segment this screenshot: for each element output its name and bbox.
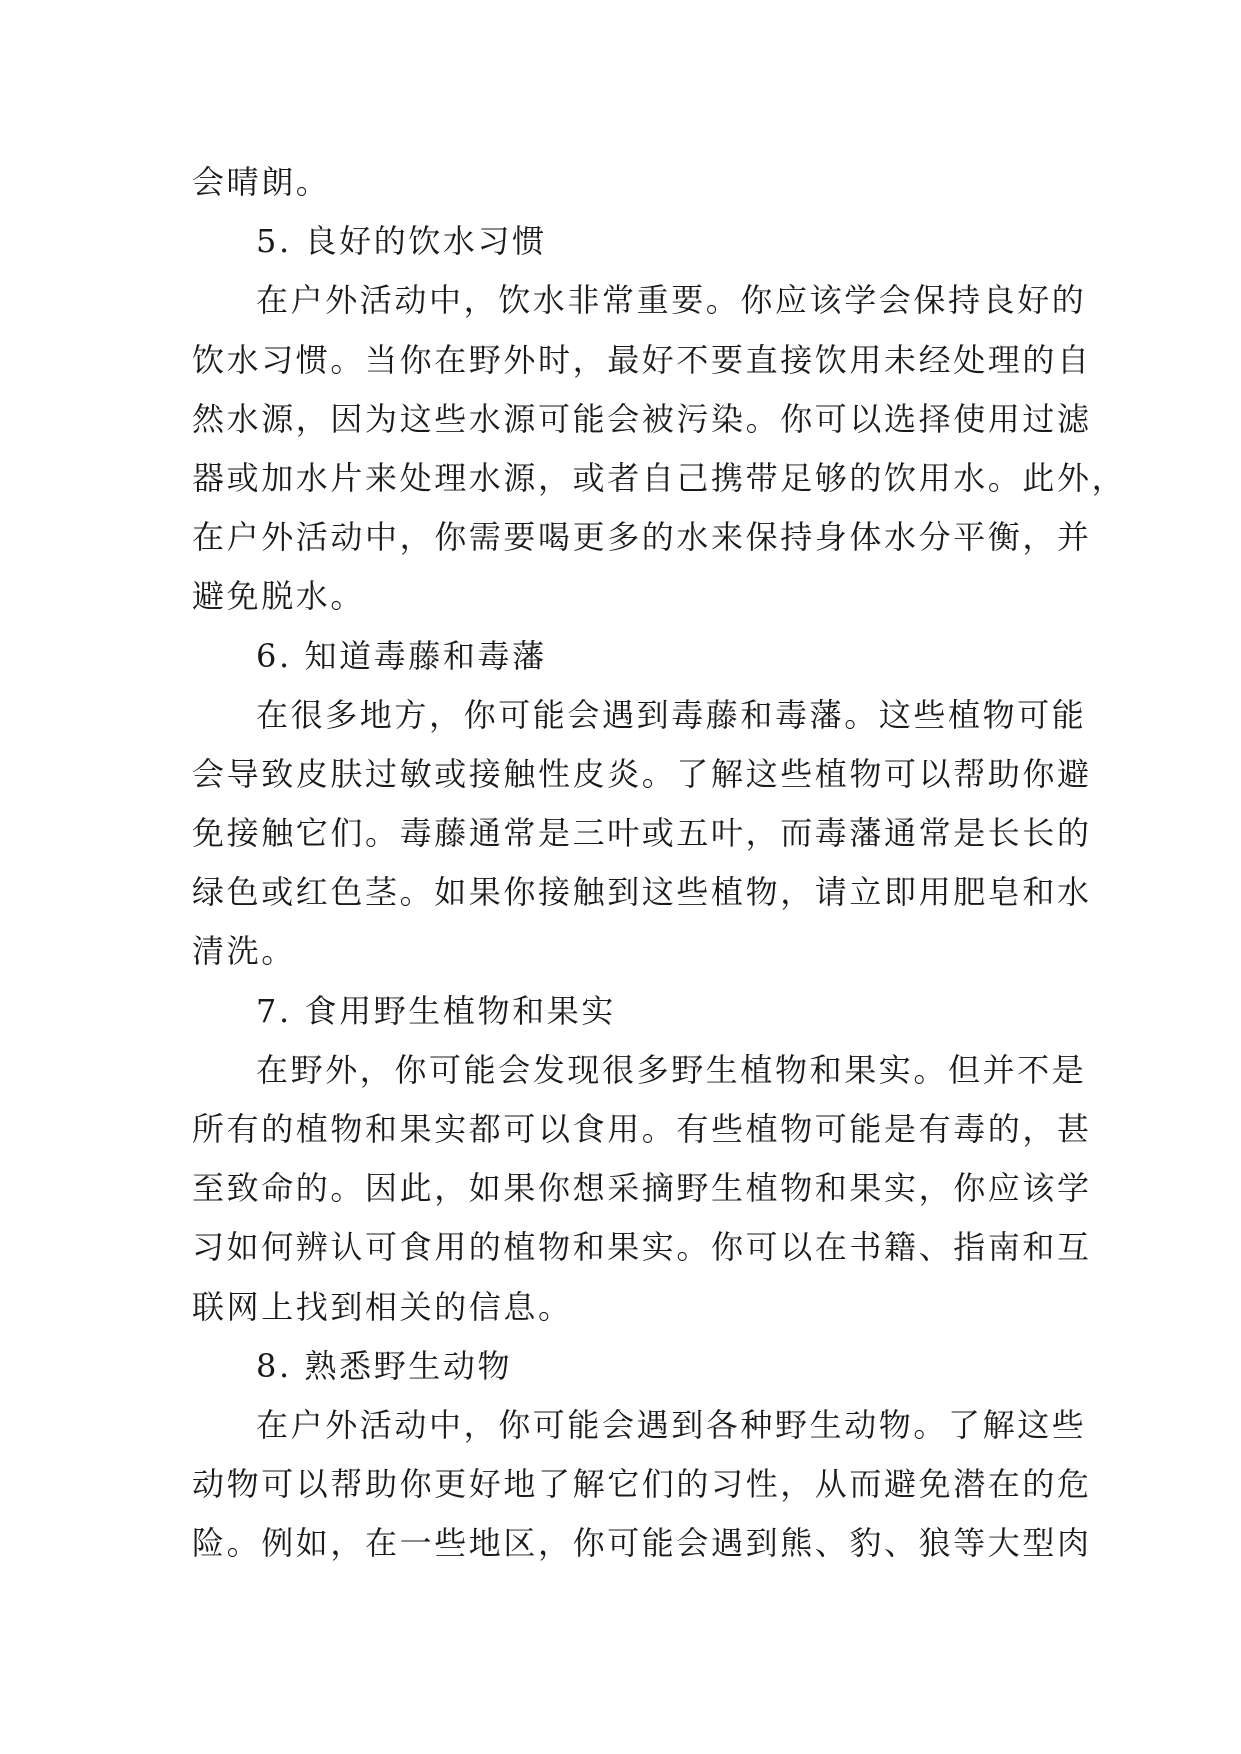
text-line: 联网上找到相关的信息。 [192,1287,573,1326]
text-line: 在户外活动中，你可能会遇到各种野生动物。了解这些 [256,1405,1087,1444]
paragraph-section-7 [192,1041,1092,1337]
section-heading-5: 5. 良好的饮水习惯 [256,222,547,261]
text-line: 免接触它们。毒藤通常是三叶或五叶，而毒藩通常是长长的 [192,814,1092,853]
text-line: 器或加水片来处理水源，或者自己携带足够的饮用水。此外， [192,458,1127,497]
text-line: 险。例如，在一些地区，你可能会遇到熊、豹、狼等大型肉 [192,1524,1092,1563]
text-line: 避免脱水。 [192,577,366,616]
paragraph-section-6 [192,686,1092,982]
text-line: 饮水习惯。当你在野外时，最好不要直接饮用未经处理的自 [192,340,1092,379]
text-line: 绿色或红色茎。如果你接触到这些植物，请立即用肥皂和水 [192,873,1092,912]
paragraph-continued [192,153,1062,212]
text-line: 清洗。 [192,932,296,971]
text-line: 在野外，你可能会发现很多野生植物和果实。但并不是 [256,1050,1087,1089]
text-line: 动物可以帮助你更好地了解它们的习性，从而避免潜在的危 [192,1465,1092,1504]
text-line: 所有的植物和果实都可以食用。有些植物可能是有毒的，甚 [192,1110,1092,1148]
section-heading-6: 6. 知道毒藤和毒藩 [256,636,547,675]
section-heading-8: 8. 熟悉野生动物 [256,1346,513,1385]
text-line: 会导致皮肤过敏或接触性皮炎。了解这些植物可以帮助你避 [192,754,1092,793]
text-line: 在很多地方，你可能会遇到毒藤和毒藩。这些植物可能 [256,695,1087,734]
section-heading-7: 7. 食用野生植物和果实 [256,991,616,1030]
text-line: 习如何辨认可食用的植物和果实。你可以在书籍、指南和互 [192,1228,1092,1267]
document-body [192,153,1127,1574]
text-line: 会晴朗。 [192,163,331,201]
text-line: 至致命的。因此，如果你想采摘野生植物和果实，你应该学 [192,1169,1092,1208]
text-line: 在户外活动中，你需要喝更多的水来保持身体水分平衡，并 [192,518,1092,557]
paragraph-section-5 [192,271,1127,626]
paragraph-section-8 [192,1396,1092,1574]
text-line: 在户外活动中，饮水非常重要。你应该学会保持良好的 [256,281,1087,320]
text-line: 然水源，因为这些水源可能会被污染。你可以选择使用过滤 [192,399,1092,438]
